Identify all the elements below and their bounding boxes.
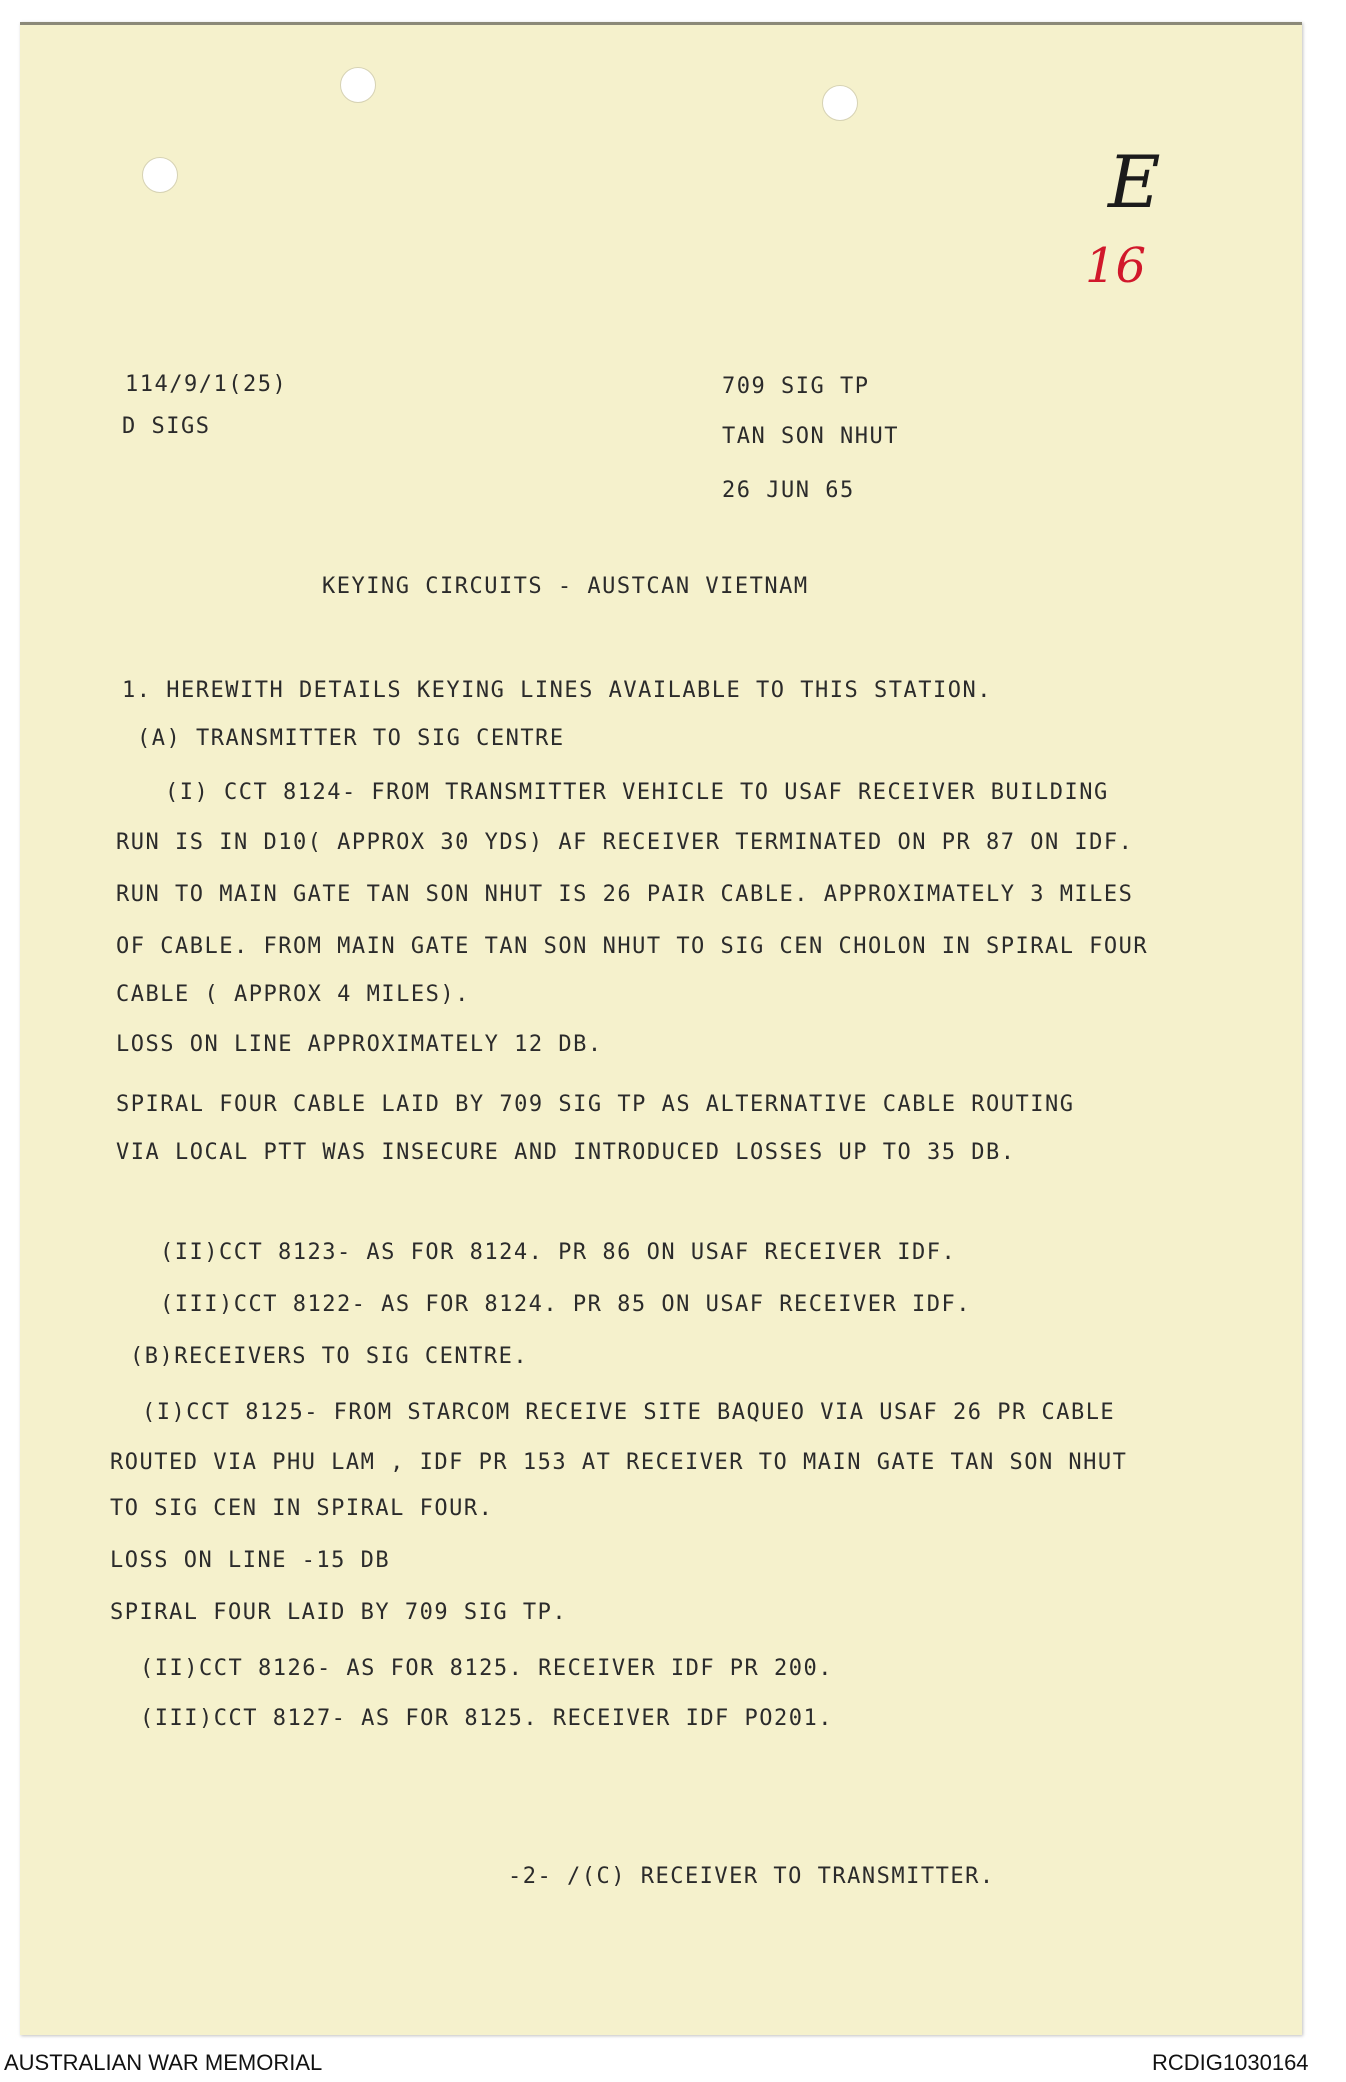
- body-line: ROUTED VIA PHU LAM , IDF PR 153 AT RECEIVER TO MAIN GATE TAN SON NHUT: [110, 1450, 1128, 1475]
- body-line: SPIRAL FOUR CABLE LAID BY 709 SIG TP AS ALTERNATIVE CABLE ROUTING: [116, 1092, 1075, 1117]
- body-line: (I) CCT 8124- FROM TRANSMITTER VEHICLE TO USAF RECEIVER BUILDING: [165, 780, 1109, 805]
- continuation-marker: -2- /(C) RECEIVER TO TRANSMITTER.: [508, 1864, 995, 1889]
- body-line: LOSS ON LINE APPROXIMATELY 12 DB.: [116, 1032, 603, 1057]
- body-line: 1. HEREWITH DETAILS KEYING LINES AVAILABLE TO THIS STATION.: [122, 678, 992, 703]
- body-line: (III)CCT 8122- AS FOR 8124. PR 85 ON USAF RECEIVER IDF.: [160, 1292, 971, 1317]
- body-line: (II)CCT 8126- AS FOR 8125. RECEIVER IDF PR 200.: [140, 1656, 834, 1681]
- subject-heading: KEYING CIRCUITS - AUSTCAN VIETNAM: [322, 574, 809, 599]
- body-line: OF CABLE. FROM MAIN GATE TAN SON NHUT TO SIG CEN CHOLON IN SPIRAL FOUR: [116, 934, 1149, 959]
- body-line: VIA LOCAL PTT WAS INSECURE AND INTRODUCED LOSSES UP TO 35 DB.: [116, 1140, 1016, 1165]
- body-line: (III)CCT 8127- AS FOR 8125. RECEIVER IDF PO201.: [140, 1706, 834, 1731]
- body-line: CABLE ( APPROX 4 MILES).: [116, 982, 470, 1007]
- letter-date: 26 JUN 65: [722, 478, 855, 503]
- body-line: (B)RECEIVERS TO SIG CENTRE.: [130, 1344, 529, 1369]
- archive-source: AUSTRALIAN WAR MEMORIAL: [4, 2050, 323, 2075]
- body-line: RUN TO MAIN GATE TAN SON NHUT IS 26 PAIR CABLE. APPROXIMATELY 3 MILES: [116, 882, 1134, 907]
- body-line: (II)CCT 8123- AS FOR 8124. PR 86 ON USAF RECEIVER IDF.: [160, 1240, 957, 1265]
- punch-hole: [340, 67, 376, 103]
- file-reference: 114/9/1(25): [125, 372, 288, 397]
- body-line: SPIRAL FOUR LAID BY 709 SIG TP.: [110, 1600, 568, 1625]
- punch-hole: [822, 85, 858, 121]
- handwritten-folio-number: 16: [1085, 238, 1147, 294]
- punch-hole: [142, 157, 178, 193]
- body-line: (I)CCT 8125- FROM STARCOM RECEIVE SITE BAQUEO VIA USAF 26 PR CABLE: [142, 1400, 1116, 1425]
- archive-id: RCDIG1030164: [1152, 2050, 1309, 2075]
- sender-location: TAN SON NHUT: [722, 424, 899, 449]
- sender-unit: 709 SIG TP: [722, 374, 870, 399]
- body-line: RUN IS IN D10( APPROX 30 YDS) AF RECEIVER TERMINATED ON PR 87 ON IDF.: [116, 830, 1134, 855]
- body-line: (A) TRANSMITTER TO SIG CENTRE: [137, 726, 565, 751]
- addressee: D SIGS: [122, 414, 211, 439]
- handwritten-letter: E: [1108, 140, 1161, 224]
- body-line: LOSS ON LINE -15 DB: [110, 1548, 391, 1573]
- document-page: [20, 22, 1302, 2035]
- body-line: TO SIG CEN IN SPIRAL FOUR.: [110, 1496, 494, 1521]
